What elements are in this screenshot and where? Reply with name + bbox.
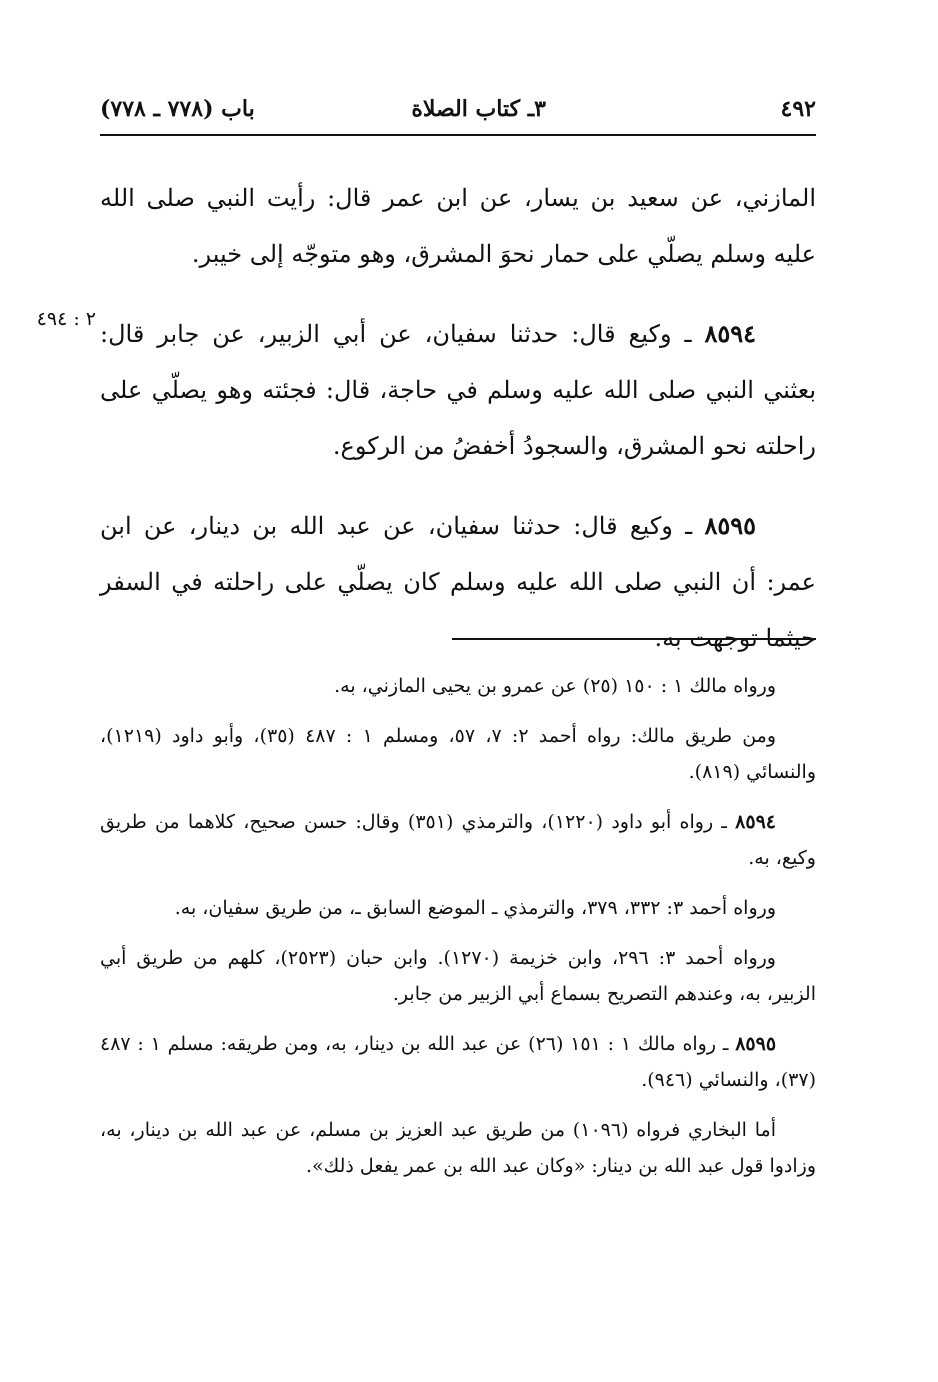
hadith-text: ـ وكيع قال: حدثنا سفيان، عن أبي الزبير، عن جابر قال: بعثني النبي صلى الله عليه وسلم في حاجة، قال: فجئته وهو يصلّي على راحلته نحو المشرق، والسجودُ أخفضُ من الركوع. xyxy=(100,320,816,460)
footnote: ورواه أحمد ٣: ٣٣٢، ٣٧٩، والترمذي ـ الموضع السابق ـ، من طريق سفيان، به. xyxy=(174,897,776,919)
main-text xyxy=(100,170,816,690)
footnote-text: ـ رواه مالك ١ : ١٥١ (٢٦) عن عبد الله بن دينار، به، ومن طريقه: مسلم ١ : ٤٨٧ (٣٧)، والنسائي (٩٤٦). xyxy=(100,1033,816,1091)
hadith-number: ٨٥٩٤ xyxy=(704,319,756,348)
footnote: أما البخاري فرواه (١٠٩٦) من طريق عبد العزيز بن مسلم، عن عبد الله بن دينار، به، وزادوا قول عبد الله بن دينار: «وكان عبد الله بن عمر يفعل ذلك». xyxy=(100,1119,816,1177)
margin-reference: ٢ : ٤٩٤ xyxy=(36,308,96,330)
footnote-rule xyxy=(452,638,816,640)
book-title: ٣ـ كتاب الصلاة xyxy=(411,96,546,122)
footnote xyxy=(100,1026,816,1098)
hadith-8595 xyxy=(100,498,816,666)
page-header xyxy=(100,92,816,132)
hadith-text: ـ وكيع قال: حدثنا سفيان، عن عبد الله بن دينار، عن ابن عمر: أن النبي صلى الله عليه وسلم كان يصلّي على راحلته في السفر حيثما توجهت به. xyxy=(100,512,816,652)
page-number: ٤٩٢ xyxy=(780,96,816,122)
footnote-number: ٨٥٩٤ xyxy=(735,811,776,833)
footnote: ومن طريق مالك: رواه أحمد ٢: ٧، ٥٧، ومسلم ١ : ٤٨٧ (٣٥)، وأبو داود (١٢١٩)، والنسائي (٨١٩). xyxy=(100,725,816,783)
footnote: ورواه أحمد ٣: ٢٩٦، وابن خزيمة (١٢٧٠). وابن حبان (٢٥٢٣)، كلهم من طريق أبي الزبير، به، وعندهم التصريح بسماع أبي الزبير من جابر. xyxy=(100,947,816,1005)
hadith-number: ٨٥٩٥ xyxy=(704,511,756,540)
hadith-continuation: المازني، عن سعيد بن يسار، عن ابن عمر قال: رأيت النبي صلى الله عليه وسلم يصلّي على حمار نحوَ المشرق، وهو متوجّه إلى خيبر. xyxy=(100,184,816,268)
footnotes xyxy=(100,668,816,1198)
footnote-text: ـ رواه أبو داود (١٢٢٠)، والترمذي (٣٥١) وقال: حسن صحيح، كلاهما من طريق وكيع، به. xyxy=(100,811,816,869)
hadith-8594 xyxy=(100,306,816,474)
footnote: ورواه مالك ١ : ١٥٠ (٢٥) عن عمرو بن يحيى المازني، به. xyxy=(334,675,776,697)
chapter-title: باب (٧٧٨ ـ ٧٧٨) xyxy=(100,96,255,122)
footnote-number: ٨٥٩٥ xyxy=(735,1033,777,1055)
footnote xyxy=(100,804,816,876)
header-rule xyxy=(100,134,816,136)
